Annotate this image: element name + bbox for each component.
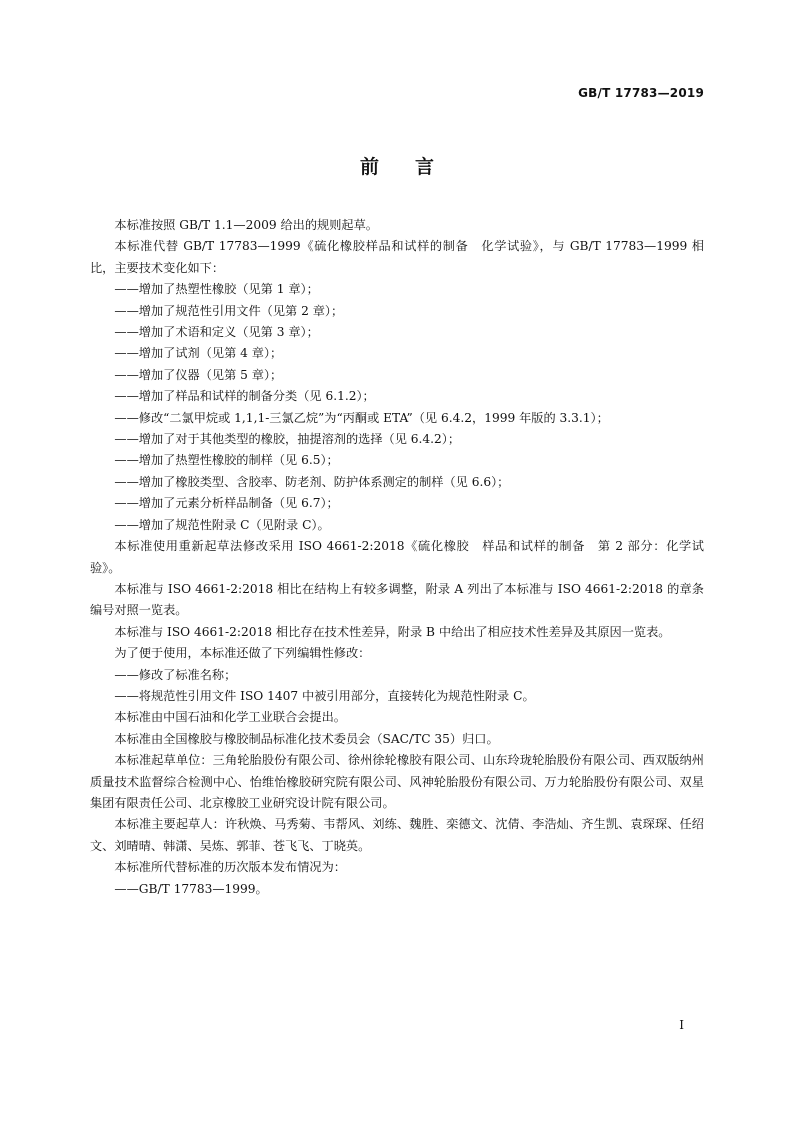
page-number: I	[679, 1018, 684, 1032]
document-body	[90, 215, 704, 900]
paragraph-technical-differences: 本标准与 ISO 4661-2:2018 相比存在技术性差异，附录 B 中给出了相应技术性差异及其原因一览表。	[114, 624, 671, 639]
paragraph-drafters: 本标准主要起草人：许秋焕、马秀菊、韦帮风、刘练、魏胜、栾德文、沈倩、李浩灿、齐生凯、袁琛琛、任绍文、刘晴晴、韩潇、吴炼、郭菲、苍飞飞、丁晓英。	[90, 817, 704, 853]
paragraph-drafting-rules: 本标准按照 GB/T 1.1—2009 给出的规则起草。	[114, 218, 378, 232]
change-item: ——增加了热塑性橡胶（见第 1 章）；	[114, 282, 319, 297]
page-title: 前言	[359, 156, 470, 178]
change-item: ——增加了规范性附录 C（见附录 C）。	[114, 517, 330, 532]
change-item: ——增加了样品和试样的制备分类（见 6.1.2）；	[114, 389, 375, 404]
paragraph-history-intro: 本标准所代替标准的历次版本发布情况为：	[114, 860, 346, 875]
change-item: ——增加了仪器（见第 5 章）；	[114, 367, 283, 382]
change-item: ——修改“二氯甲烷或 1,1,1-三氯乙烷”为“丙酮或 ETA”（见 6.4.2，1999 年版的 3.3.1）；	[114, 410, 609, 425]
standard-code: GB/T 17783—2019	[578, 86, 704, 100]
paragraph-structure: 本标准与 ISO 4661-2:2018 相比在结构上有较多调整，附录 A 列出了本标准与 ISO 4661-2:2018 的章条编号对照一览表。	[90, 581, 704, 618]
edit-item: ——修改了标准名称；	[114, 667, 237, 682]
change-item: ——增加了规范性引用文件（见第 2 章）；	[114, 303, 344, 318]
change-item: ——增加了试剂（见第 4 章）；	[114, 346, 283, 361]
paragraph-editorial-intro: 为了便于使用，本标准还做了下列编辑性修改：	[114, 646, 371, 661]
change-item: ——增加了热塑性橡胶的制样（见 6.5）；	[114, 453, 339, 468]
paragraph-drafting-units: 本标准起草单位：三角轮胎股份有限公司、徐州徐轮橡胶有限公司、山东玲珑轮胎股份有限公司、西双版纳州质量技术监督综合检测中心、怡维怡橡胶研究院有限公司、风神轮胎股份有限公司、万力轮胎股份有限公司、双星集团有限责任公司、北京橡胶工业研究设计院有限公司。	[90, 753, 704, 810]
history-item: ——GB/T 17783—1999。	[114, 881, 268, 896]
change-item: ——增加了术语和定义（见第 3 章）；	[114, 325, 319, 340]
edit-item: ——将规范性引用文件 ISO 1407 中被引用部分，直接转化为规范性附录 C。	[114, 688, 535, 703]
paragraph-committee: 本标准由全国橡胶与橡胶制品标准化技术委员会（SAC/TC 35）归口。	[114, 731, 499, 746]
paragraph-proposer: 本标准由中国石油和化学工业联合会提出。	[114, 710, 346, 725]
change-item: ——增加了元素分析样品制备（见 6.7）；	[114, 496, 339, 511]
change-item: ——增加了对于其他类型的橡胶，抽提溶剂的选择（见 6.4.2）；	[114, 432, 461, 447]
paragraph-adoption: 本标准使用重新起草法修改采用 ISO 4661-2:2018《硫化橡胶 样品和试样的制备 第 2 部分：化学试验》。	[90, 539, 704, 575]
change-item: ——增加了橡胶类型、含胶率、防老剂、防护体系测定的制样（见 6.6）；	[114, 474, 510, 489]
paragraph-replaces: 本标准代替 GB/T 17783—1999《硫化橡胶样品和试样的制备 化学试验》，与 GB/T 17783—1999 相比，主要技术变化如下：	[90, 239, 704, 275]
